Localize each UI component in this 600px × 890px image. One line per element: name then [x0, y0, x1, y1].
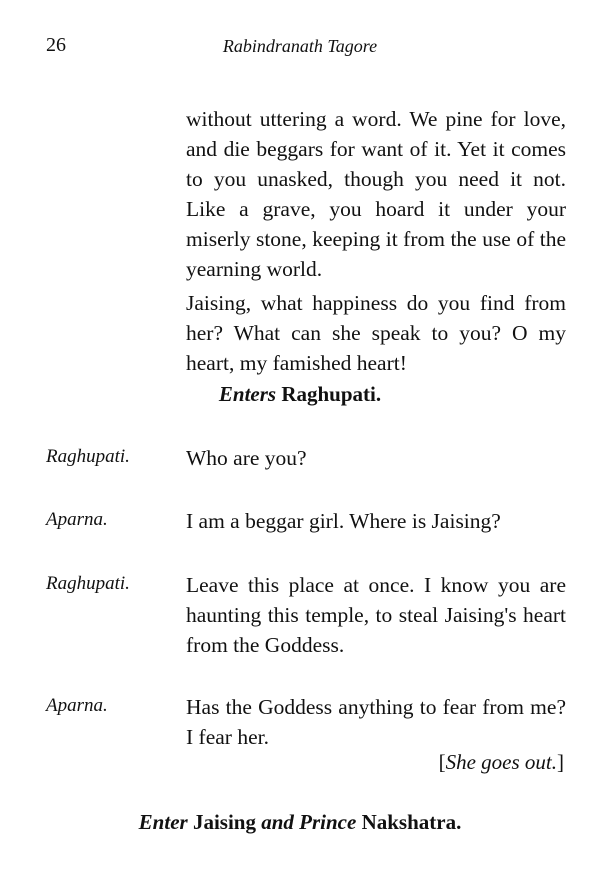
dialogue-line: Has the Goddess anything to fear from me? I fear her. [186, 695, 566, 749]
bracket-close: ] [557, 750, 564, 774]
dialogue-line: Leave this place at once. I know you are haunting this temple, to steal Jaising's heart from the Goddess. [186, 573, 566, 657]
stage-direction-enter-jaising [0, 810, 600, 835]
character-name-nakshatra: Nakshatra. [361, 810, 462, 834]
speech-paragraph-2: Jaising, what happiness do you find from her? What can she speak to you? O my heart, my famished heart! [186, 291, 566, 375]
bracket-open: [ [438, 750, 446, 774]
character-name-raghupati: Raghupati. [281, 382, 382, 406]
running-title: Rabindranath Tagore [222, 36, 378, 56]
stage-direction-enters-raghupati [0, 382, 600, 407]
continued-speech [186, 104, 566, 378]
speech-paragraph-1: without uttering a word. We pine for love, and die beggars for want of it. Yet it comes to you unasked, though you need it not. Like a grave, you hoard it under your miserly stone, keeping it from the use of the yearning world. [186, 107, 566, 281]
speaker-label: Aparna. [46, 509, 108, 530]
speaker-label: Raghupati. [46, 446, 130, 467]
speaker-label: Raghupati. [46, 573, 130, 594]
stage-words-and-prince: and Prince [261, 810, 357, 834]
speaker-label: Aparna. [46, 695, 108, 716]
stage-direction-exit [439, 750, 564, 775]
dialogue-line: Who are you? [186, 446, 307, 470]
page-number: 26 [46, 34, 66, 56]
stage-verb-enter: Enter [138, 810, 188, 834]
character-name-jaising: Jaising [192, 810, 256, 834]
stage-verb-enters: Enters [218, 382, 277, 406]
exit-text: She goes out. [445, 750, 557, 774]
dialogue-line: I am a beggar girl. Where is Jaising? [186, 509, 501, 533]
